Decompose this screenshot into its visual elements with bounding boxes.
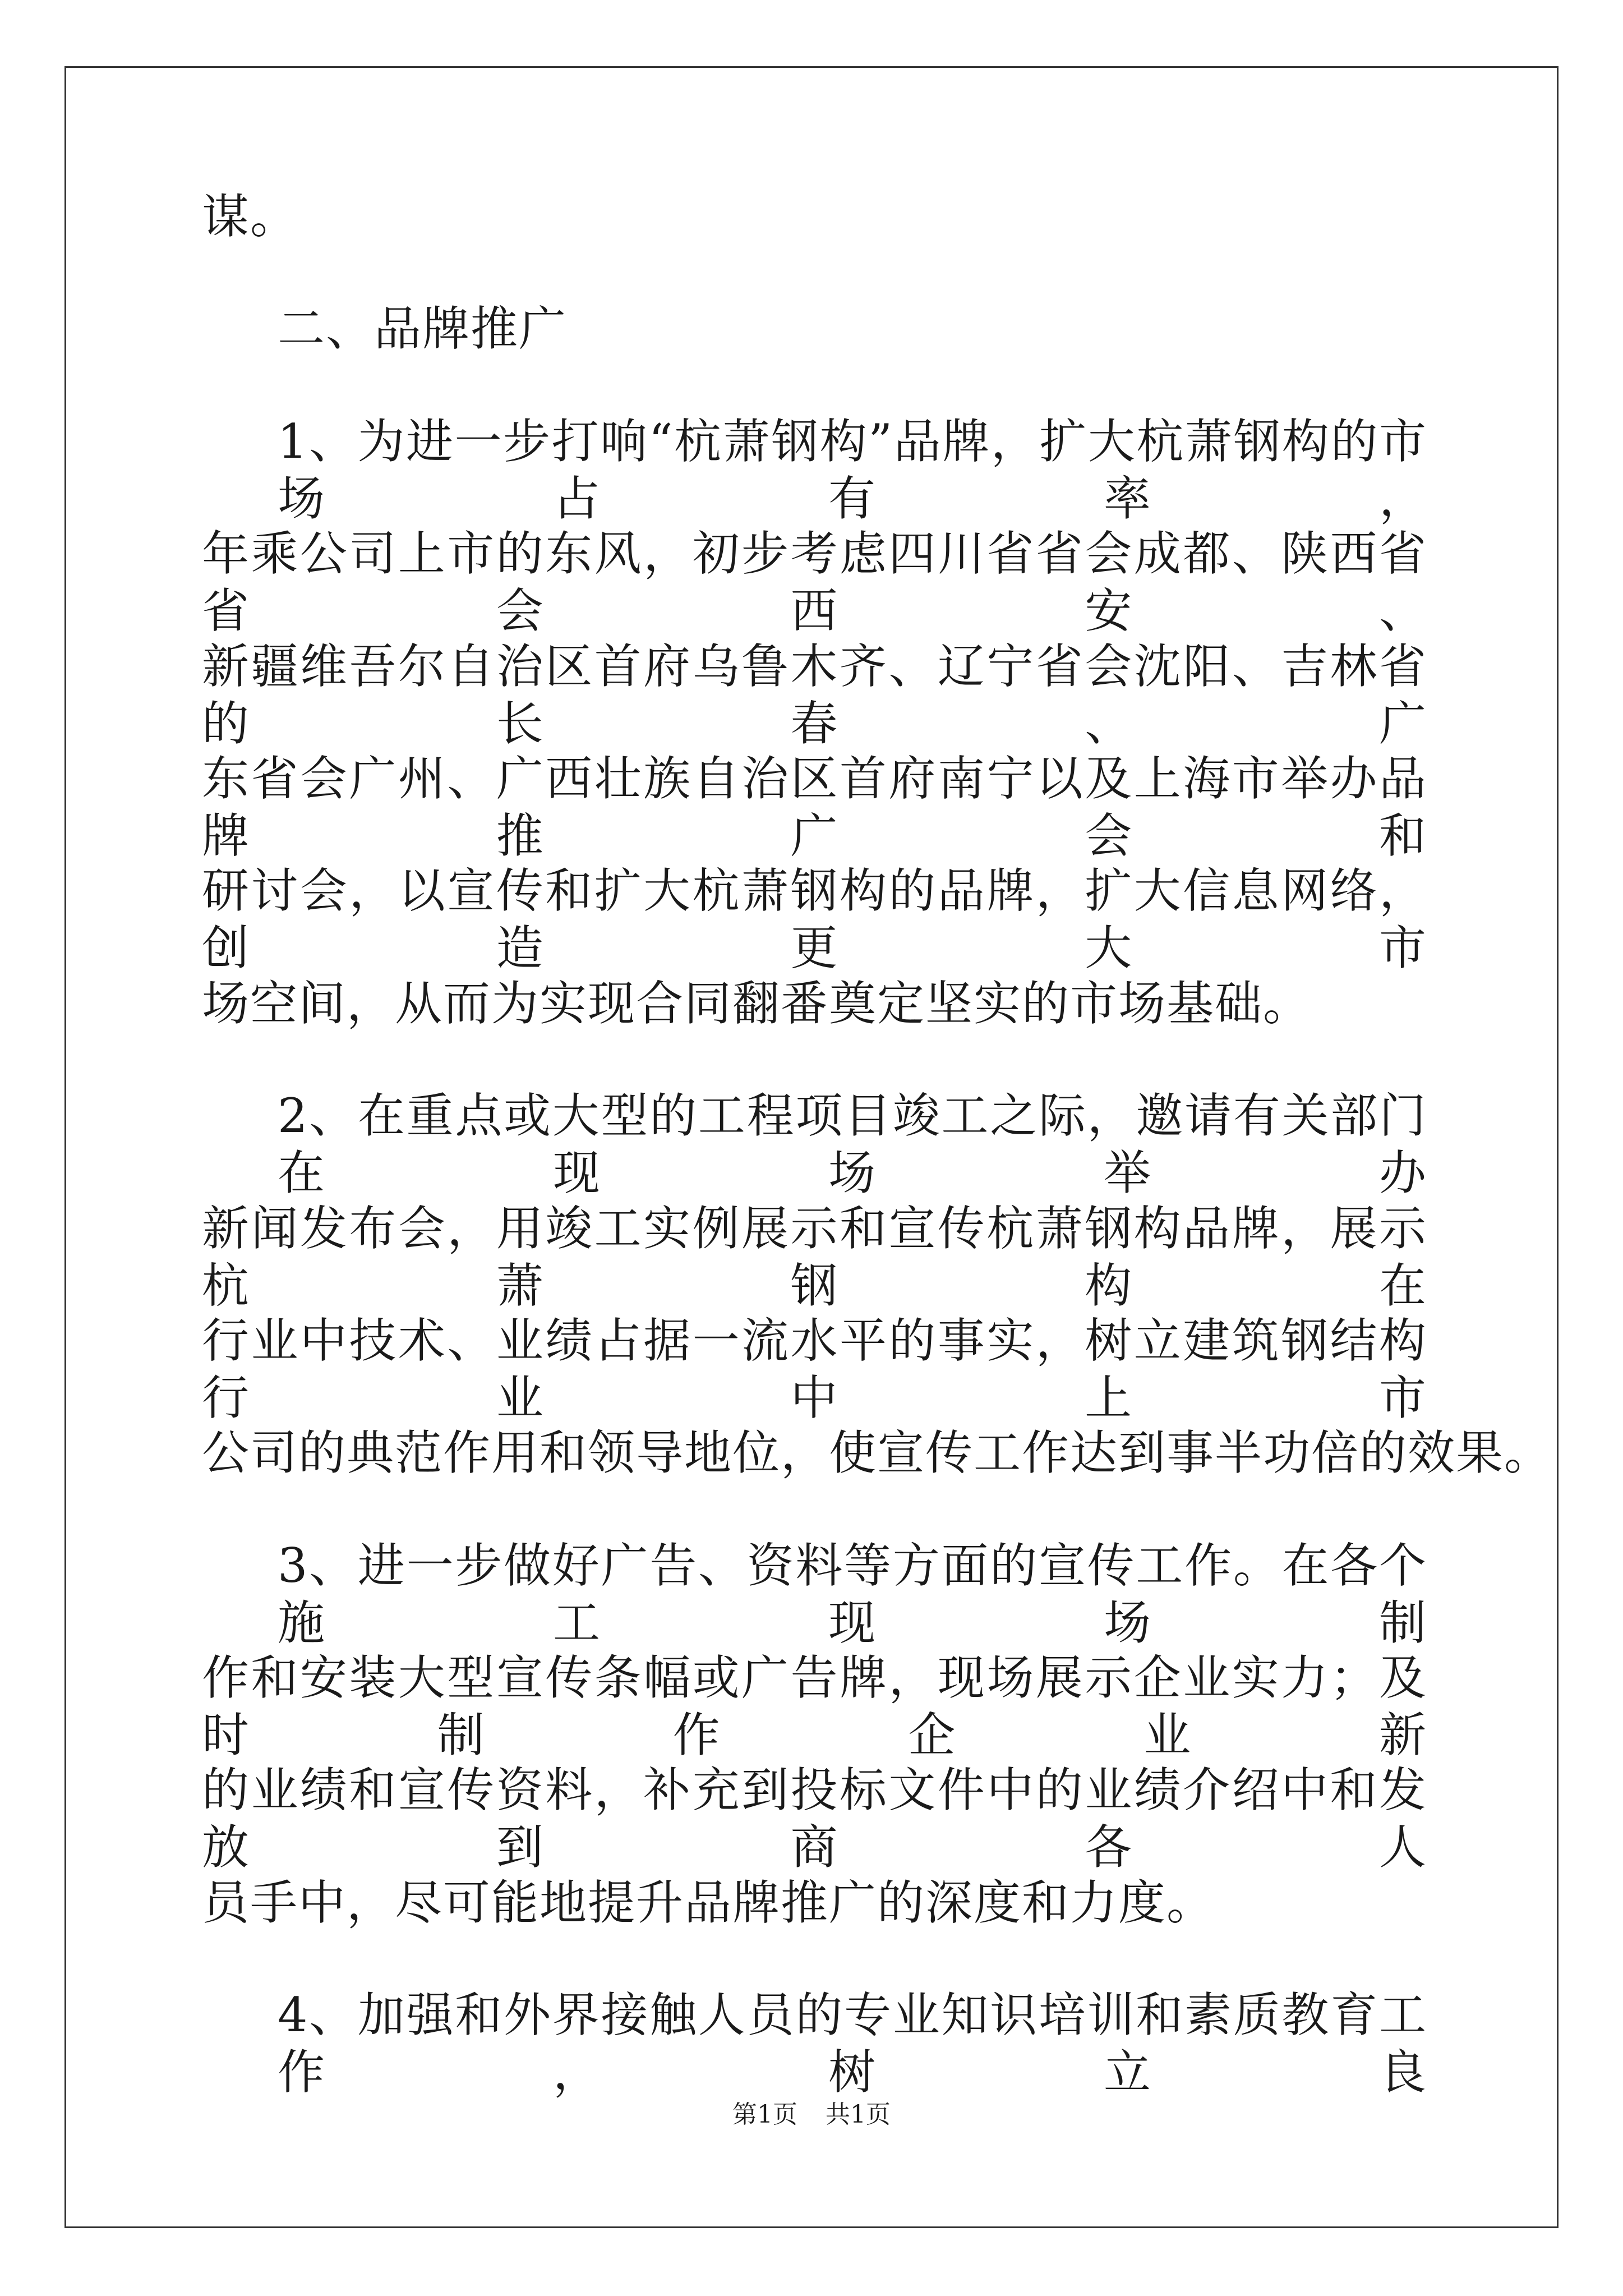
text-line: 谋。: [202, 189, 299, 244]
text-line: 新疆维吾尔自治区首府乌鲁木齐、辽宁省会沈阳、吉林省的长春、广: [202, 638, 1427, 751]
text-line: 东省会广州、广西壮族自治区首府南宁以及上海市举办品牌推广会和: [202, 751, 1427, 863]
page-footer: [0, 2098, 1623, 2132]
text-line: 的业绩和宣传资料，补充到投标文件中的业绩介绍中和发放到商各人: [202, 1763, 1427, 1875]
text-line: 研讨会，以宣传和扩大杭萧钢构的品牌，扩大信息网络，创造更大市: [202, 863, 1427, 976]
text-line: 行业中技术、业绩占据一流水平的事实，树立建筑钢结构行业中上市: [202, 1313, 1427, 1425]
text-line: 员手中，尽可能地提升品牌推广的深度和力度。: [202, 1875, 1215, 1930]
section-heading: 二、品牌推广: [278, 301, 568, 357]
page-total: 共1页: [826, 2100, 891, 2129]
text-line: 新闻发布会，用竣工实例展示和宣传杭萧钢构品牌，展示杭萧钢构在: [202, 1200, 1427, 1313]
text-line: 4、加强和外界接触人员的专业知识培训和素质教育工作，树立良: [278, 1987, 1427, 2100]
text-line: 公司的典范作用和领导地位，使宣传工作达到事半功倍的效果。: [202, 1425, 1553, 1481]
document-body: [202, 188, 1553, 2100]
text-line: 2、在重点或大型的工程项目竣工之际，邀请有关部门在现场举办: [278, 1088, 1427, 1201]
text-line: 作和安装大型宣传条幅或广告牌，现场展示企业实力；及时制作企业新: [202, 1650, 1427, 1763]
text-line: 1、为进一步打响“杭萧钢构”品牌，扩大杭萧钢构的市场占有率，: [278, 413, 1427, 526]
text-line: 场空间，从而为实现合同翻番奠定坚实的市场基础。: [202, 976, 1312, 1031]
text-line: 3、进一步做好广告、资料等方面的宣传工作。在各个施工现场制: [278, 1538, 1427, 1650]
page-number: 第1页: [732, 2100, 797, 2129]
text-line: 年乘公司上市的东风，初步考虑四川省省会成都、陕西省省会西安、: [202, 526, 1427, 639]
